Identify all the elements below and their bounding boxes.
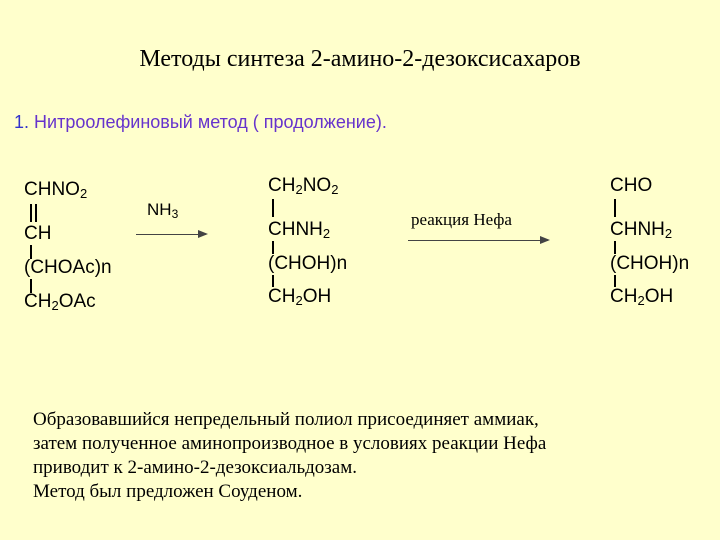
double-bond-right [35,204,37,222]
compound2-line4: $CH_2OH$ [268,286,332,308]
compound1-line2: CH [24,223,52,244]
compound2-line2: $CHNH_2$ [268,219,331,241]
reaction-arrow-2 [408,240,548,241]
compound2-line1: $CH_2NO_2$ [268,175,339,197]
compound3-line4: $CH_2OH$ [610,286,674,308]
reagent-nef-reaction: реакция Нефа [411,210,512,229]
subtitle-text: Нитроолефиновый метод ( продолжение). [29,112,387,132]
slide-subtitle [14,112,387,133]
compound3-line2: $CHNH_2$ [610,219,673,241]
bond [614,199,616,217]
bond [272,199,274,217]
compound2-line3: (CHOH)n [268,253,348,274]
slide-title: Методы синтеза 2-амино-2-дезоксисахаров [139,46,581,72]
compound3-line3: (CHOH)n [610,253,690,274]
description-paragraph [33,408,703,504]
subtitle-number: 1. [14,112,30,132]
compound1-line4: $CH_2OAc$ [24,291,96,313]
compound1-line1: $CHNO_2$ [24,179,88,201]
reagent-ammonia: $NH_3$ [147,200,179,221]
description-line: затем полученное аминопроизводное в условиях реакции Нефа [33,433,547,454]
description-line: Метод был предложен Соуденом. [33,481,303,502]
description-line: Образовавшийся непредельный полиол присоединяет аммиак, [33,409,539,430]
double-bond-left [30,204,32,222]
compound3-line1: CHO [610,175,653,196]
compound1-line3: (CHOAc)n [24,257,112,278]
description-line: приводит к 2-амино-2-дезоксиальдозам. [33,457,357,478]
reaction-arrow-1 [136,234,206,235]
